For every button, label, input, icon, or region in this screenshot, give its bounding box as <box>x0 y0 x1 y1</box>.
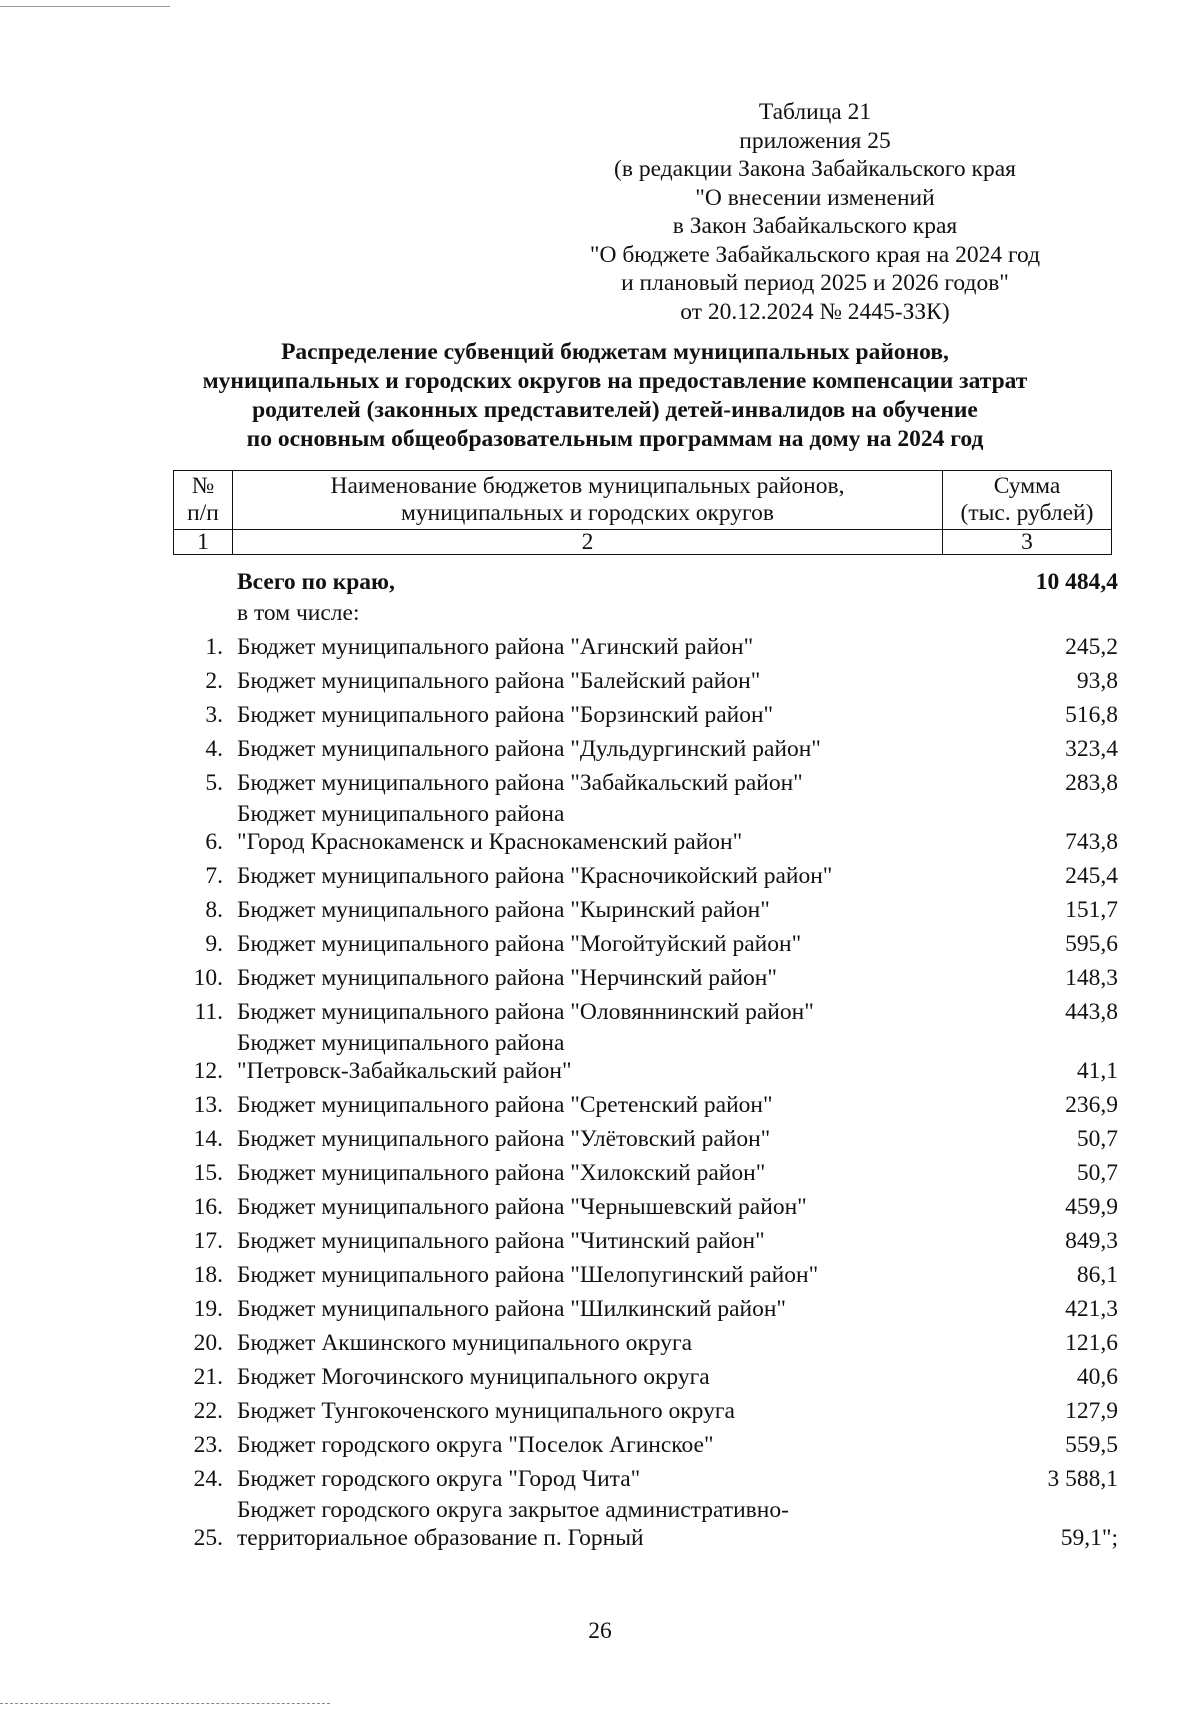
row-budget-name <box>223 667 948 698</box>
row-number: 22. <box>193 1398 223 1424</box>
row-name-line: Бюджет городского округа "Город Чита" <box>237 1466 641 1492</box>
row-amount: 127,9 <box>1065 1398 1118 1424</box>
table-row <box>173 1360 1118 1394</box>
total-label: Всего по краю, <box>237 569 395 595</box>
table-row <box>173 1326 1118 1360</box>
row-amount: 59,1"; <box>1060 1525 1118 1551</box>
row-number: 3. <box>205 702 223 728</box>
table-row <box>173 1258 1118 1292</box>
row-budget-name <box>223 1125 948 1156</box>
table-row <box>173 1224 1118 1258</box>
row-amount: 50,7 <box>1076 1160 1118 1186</box>
row-number: 24. <box>193 1466 223 1492</box>
row-amount: 283,8 <box>1065 770 1118 796</box>
column-number-3: 3 <box>943 530 1112 555</box>
row-name-line: Бюджет муниципального района "Нерчинский район" <box>237 965 777 991</box>
row-budget-name <box>223 1431 948 1462</box>
row-name-line: Бюджет муниципального района "Дульдургинский район" <box>237 736 821 762</box>
including-label: в том числе: <box>237 600 360 626</box>
title-line: родителей (законных представителей) детей-инвалидов на обучение <box>252 397 978 423</box>
row-name-line: Бюджет муниципального района <box>237 1030 565 1056</box>
row-name-line: Бюджет муниципального района "Балейский район" <box>237 668 761 694</box>
table-row <box>173 859 1118 893</box>
table-body <box>173 568 1118 1555</box>
row-number: 13. <box>193 1092 223 1118</box>
row-amount: 323,4 <box>1065 736 1118 762</box>
row-number: 16. <box>193 1194 223 1220</box>
row-budget-name <box>223 701 948 732</box>
row-budget-name <box>223 1029 948 1088</box>
row-amount: 3 588,1 <box>1047 1466 1118 1492</box>
row-number: 12. <box>193 1058 223 1084</box>
header-line: (в редакции Закона Забайкальского края <box>614 156 1016 182</box>
row-budget-name <box>223 1363 948 1394</box>
header-line: "О внесении изменений <box>695 184 935 211</box>
row-amount: 41,1 <box>1076 1058 1118 1084</box>
row-name-line: Бюджет Тунгокоченского муниципального округа <box>237 1398 735 1424</box>
header-line: "О бюджете Забайкальского края на 2024 год <box>589 241 1041 268</box>
row-number: 6. <box>205 829 223 855</box>
row-amount: 459,9 <box>1065 1194 1118 1220</box>
table-row <box>173 893 1118 927</box>
row-amount: 421,3 <box>1065 1296 1118 1322</box>
title-line: по основным общеобразовательным программам на дому на 2024 год <box>246 426 984 452</box>
total-row <box>173 568 1118 599</box>
header-cell-sum: Сумма (тыс. рублей) <box>943 471 1112 530</box>
row-name-line: Бюджет Акшинского муниципального округа <box>237 1330 693 1356</box>
document-header-note <box>560 98 1070 326</box>
table-row <box>173 1190 1118 1224</box>
table-header <box>173 470 1112 555</box>
row-name-line: Бюджет муниципального района "Хилокский район" <box>237 1160 766 1186</box>
table-row <box>173 1496 1118 1555</box>
row-number: 15. <box>193 1160 223 1186</box>
header-line: и плановый период 2025 и 2026 годов" <box>621 270 1009 296</box>
row-name-line: Бюджет Могочинского муниципального округа <box>237 1364 710 1390</box>
table-row <box>173 698 1118 732</box>
row-number: 1. <box>205 634 223 660</box>
page-number: 26 <box>588 1618 612 1644</box>
row-amount: 559,5 <box>1065 1432 1118 1458</box>
title-line: муниципальных и городских округов на предоставление компенсации затрат <box>202 368 1028 394</box>
row-name-line: Бюджет муниципального района "Забайкальский район" <box>237 770 803 796</box>
row-number: 5. <box>205 770 223 796</box>
row-number: 8. <box>205 897 223 923</box>
row-amount: 148,3 <box>1065 965 1118 991</box>
row-name-line: Бюджет муниципального района "Красночикойский район" <box>237 863 833 889</box>
scan-edge-line <box>0 6 170 7</box>
row-amount: 93,8 <box>1076 668 1118 694</box>
row-number: 18. <box>193 1262 223 1288</box>
row-number: 23. <box>193 1432 223 1458</box>
row-name-line: Бюджет муниципального района "Шелопугинский район" <box>237 1262 819 1288</box>
row-name-line: Бюджет городского округа закрытое административно- <box>237 1497 789 1523</box>
row-number: 2. <box>205 668 223 694</box>
row-budget-name <box>223 896 948 927</box>
header-line: в Закон Забайкальского края <box>672 213 958 239</box>
row-amount: 849,3 <box>1065 1228 1118 1254</box>
scan-edge-line-bottom <box>0 1703 330 1704</box>
row-amount: 50,7 <box>1076 1126 1118 1152</box>
table-row <box>173 1428 1118 1462</box>
row-budget-name <box>223 998 948 1029</box>
row-budget-name <box>223 1465 948 1496</box>
row-budget-name <box>223 1397 948 1428</box>
row-number: 11. <box>194 999 223 1025</box>
row-amount: 443,8 <box>1065 999 1118 1025</box>
row-name-line: Бюджет муниципального района "Кыринский район" <box>237 897 770 923</box>
row-budget-name <box>223 930 948 961</box>
row-name-line: "Город Краснокаменск и Краснокаменский район" <box>237 829 743 855</box>
row-budget-name <box>223 1091 948 1122</box>
row-budget-name <box>223 800 948 859</box>
header-line: Таблица 21 <box>758 99 872 125</box>
row-number: 21. <box>193 1364 223 1390</box>
header-cell-name: Наименование бюджетов муниципальных районов, муниципальных и городских округов <box>233 471 943 530</box>
row-budget-name <box>223 862 948 893</box>
row-name-line: Бюджет муниципального района "Чернышевский район" <box>237 1194 807 1220</box>
table-row <box>173 766 1118 800</box>
row-number: 10. <box>193 965 223 991</box>
title-line: Распределение субвенций бюджетам муниципальных районов, <box>281 339 949 365</box>
row-number: 4. <box>205 736 223 762</box>
table-row <box>173 1122 1118 1156</box>
header-line: от 20.12.2024 № 2445-ЗЗК) <box>680 298 950 325</box>
row-number: 17. <box>193 1228 223 1254</box>
row-number: 9. <box>205 931 223 957</box>
row-number: 25. <box>193 1525 223 1551</box>
row-amount: 595,6 <box>1065 931 1118 957</box>
row-budget-name <box>223 1329 948 1360</box>
row-budget-name <box>223 1159 948 1190</box>
row-amount: 121,6 <box>1065 1330 1118 1356</box>
table-row <box>173 995 1118 1029</box>
row-amount: 516,8 <box>1065 702 1118 728</box>
table-row <box>173 1292 1118 1326</box>
row-name-line: Бюджет муниципального района "Шилкинский район" <box>237 1296 787 1322</box>
row-name-line: Бюджет муниципального района <box>237 801 565 827</box>
column-number-1: 1 <box>174 530 233 555</box>
row-number: 7. <box>205 863 223 889</box>
row-budget-name <box>223 1295 948 1326</box>
row-name-line: Бюджет муниципального района "Борзинский район" <box>237 702 774 728</box>
table-row <box>173 1394 1118 1428</box>
row-budget-name <box>223 1496 948 1555</box>
table-row <box>173 1029 1118 1088</box>
table-row <box>173 927 1118 961</box>
row-name-line: Бюджет муниципального района "Оловяннинский район" <box>237 999 814 1025</box>
table-row <box>173 732 1118 766</box>
table-row <box>173 800 1118 859</box>
row-name-line: Бюджет муниципального района "Сретенский район" <box>237 1092 773 1118</box>
row-amount: 245,4 <box>1065 863 1118 889</box>
row-budget-name <box>223 1261 948 1292</box>
row-budget-name <box>223 633 948 664</box>
table-row <box>173 961 1118 995</box>
total-value: 10 484,4 <box>1035 569 1118 595</box>
row-name-line: территориальное образование п. Горный <box>237 1525 644 1551</box>
row-name-line: Бюджет муниципального района "Читинский район" <box>237 1228 765 1254</box>
row-budget-name <box>223 964 948 995</box>
row-name-line: Бюджет муниципального района "Агинский район" <box>237 634 754 660</box>
column-number-2: 2 <box>233 530 943 555</box>
table-row <box>173 1088 1118 1122</box>
row-amount: 151,7 <box>1065 897 1118 923</box>
including-row <box>173 599 1118 630</box>
row-name-line: Бюджет городского округа "Поселок Агинское" <box>237 1432 714 1458</box>
row-name-line: Бюджет муниципального района "Могойтуйский район" <box>237 931 802 957</box>
row-budget-name <box>223 735 948 766</box>
row-amount: 743,8 <box>1065 829 1118 855</box>
row-amount: 40,6 <box>1076 1364 1118 1390</box>
row-number: 14. <box>193 1126 223 1152</box>
table-row <box>173 1462 1118 1496</box>
row-budget-name <box>223 769 948 800</box>
table-row <box>173 664 1118 698</box>
row-name-line: Бюджет муниципального района "Улётовский район" <box>237 1126 771 1152</box>
row-amount: 245,2 <box>1065 634 1118 660</box>
table-row <box>173 630 1118 664</box>
row-budget-name <box>223 1227 948 1258</box>
row-number: 19. <box>193 1296 223 1322</box>
row-amount: 86,1 <box>1076 1262 1118 1288</box>
table-row <box>173 1156 1118 1190</box>
row-amount: 236,9 <box>1065 1092 1118 1118</box>
document-title <box>150 338 1080 454</box>
header-line: приложения 25 <box>739 127 891 154</box>
row-name-line: "Петровск-Забайкальский район" <box>237 1058 572 1084</box>
row-budget-name <box>223 1193 948 1224</box>
header-cell-number: № п/п <box>174 471 233 530</box>
row-number: 20. <box>193 1330 223 1356</box>
